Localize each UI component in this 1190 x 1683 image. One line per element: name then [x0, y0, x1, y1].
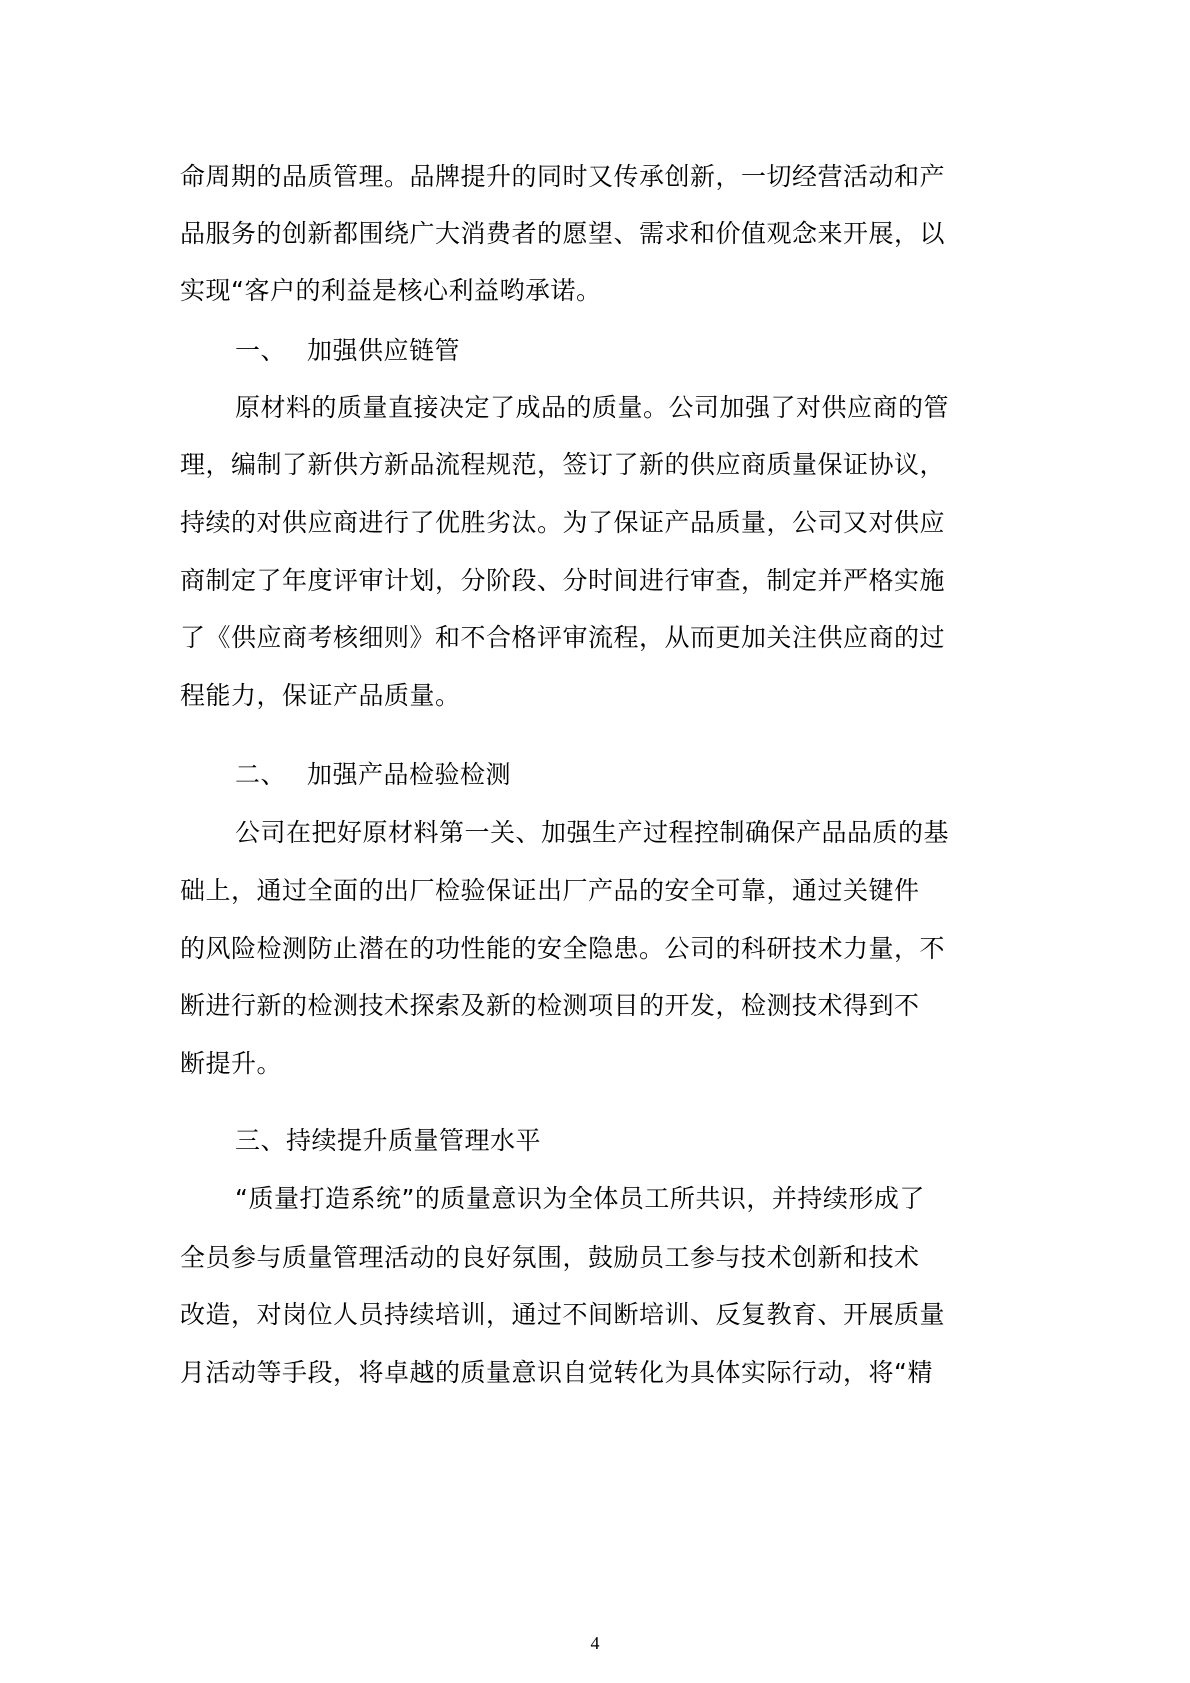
section-heading [235, 336, 460, 366]
section-number: 一、 [235, 336, 287, 365]
section-title: 加强产品检验检测 [307, 760, 512, 789]
paragraph-line: 月活动等手段，将卓越的质量意识自觉转化为具体实际行动，将“精 [180, 1358, 933, 1387]
paragraph-line: “质量打造系统”的质量意识为全体员工所共识，并持续形成了 [235, 1184, 925, 1213]
paragraph-line: 持续的对供应商进行了优胜劣汰。为了保证产品质量，公司又对供应 [180, 508, 946, 537]
paragraph-line: 了《供应商考核细则》和不合格评审流程，从而更加关注供应商的过 [180, 623, 946, 652]
paragraph-line: 实现“客户的利益是核心利益哟承诺。 [180, 276, 602, 305]
paragraph-line: 原材料的质量直接决定了成品的质量。公司加强了对供应商的管 [235, 393, 950, 422]
paragraph-line: 的风险检测防止潜在的功性能的安全隐患。公司的科研技术力量，不 [180, 934, 946, 963]
section-heading [235, 760, 511, 790]
paragraph-line: 改造，对岗位人员持续培训，通过不间断培训、反复教育、开展质量 [180, 1300, 946, 1329]
paragraph-line: 商制定了年度评审计划，分阶段、分时间进行审查，制定并严格实施 [180, 566, 946, 595]
paragraph-line: 断提升。 [180, 1049, 283, 1078]
section-number: 二、 [235, 760, 287, 789]
paragraph-line: 全员参与质量管理活动的良好氛围，鼓励员工参与技术创新和技术 [180, 1243, 920, 1272]
page-number: 4 [590, 1633, 600, 1653]
paragraph-line: 理，编制了新供方新品流程规范，签订了新的供应商质量保证协议， [180, 450, 946, 479]
paragraph-line: 断进行新的检测技术探索及新的检测项目的开发，检测技术得到不 [180, 991, 920, 1020]
section-title: 加强供应链管 [307, 336, 461, 365]
paragraph-line: 础上，通过全面的出厂检验保证出厂产品的安全可靠，通过关键件 [180, 876, 920, 905]
paragraph-line: 公司在把好原材料第一关、加强生产过程控制确保产品品质的基 [235, 818, 950, 847]
paragraph-line: 程能力，保证产品质量。 [180, 681, 461, 710]
paragraph-line: 命周期的品质管理。品牌提升的同时又传承创新，一切经营活动和产 [180, 162, 946, 191]
section-heading: 三、持续提升质量管理水平 [235, 1126, 542, 1155]
paragraph-line: 品服务的创新都围绕广大消费者的愿望、需求和价值观念来开展，以 [180, 219, 946, 248]
